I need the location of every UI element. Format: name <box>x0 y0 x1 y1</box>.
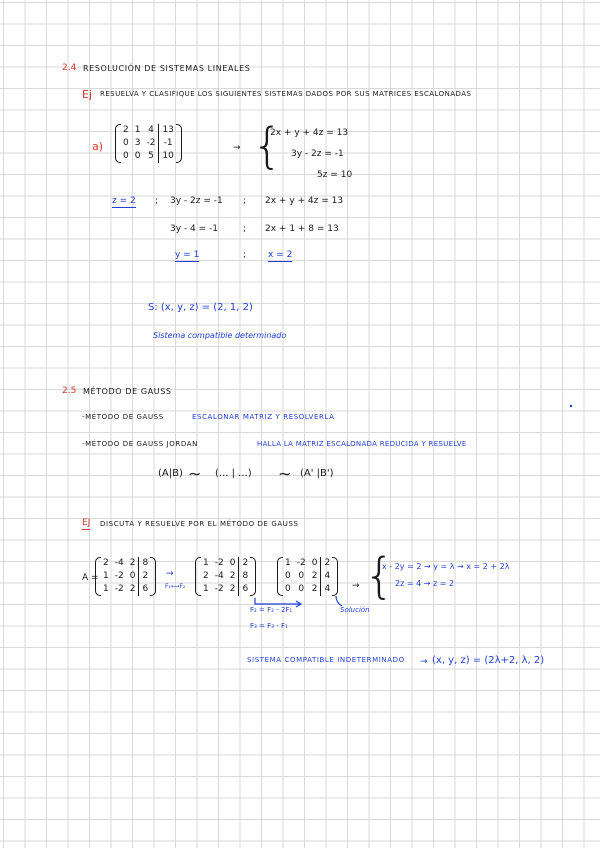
parametric-solution: (x, y, z) = (2λ+2, λ, 2) <box>432 655 545 666</box>
z-result: z = 2 <box>112 196 136 206</box>
exercise-label: Ej <box>82 88 93 101</box>
system-line-1: x - 2y = 2 → y = λ → x = 2 + 2λ <box>382 562 510 571</box>
step-eq-b2: 2x + 1 + 8 = 13 <box>265 224 339 234</box>
scheme-start: (A|B) <box>158 468 183 479</box>
y-result: y = 1 <box>175 250 200 260</box>
row-operation-3: F₃ = F₃ - F₁ <box>250 622 288 630</box>
exercise-statement: RESUELVA Y CLASIFIQUE LOS SIGUIENTES SISTEMAS DADOS POR SUS MATRICES ESCALONADAS <box>100 90 472 98</box>
item-label: a) <box>92 140 104 153</box>
section-number: 2.4 <box>62 63 77 73</box>
classification: Sistema compatible determinado <box>153 331 287 340</box>
solution-word: Solución <box>340 606 370 614</box>
row-operation-swap: F₁⟷F₂ <box>165 583 186 590</box>
arrow-to-result: → <box>420 657 428 667</box>
solution-set: S: (x, y, z) = (2, 1, 2) <box>148 302 253 313</box>
section-title: MÉTODO DE GAUSS <box>83 387 172 396</box>
system-brace: { <box>364 548 395 604</box>
step-eq-b1: 2x + y + 4z = 13 <box>265 196 344 206</box>
separator: ; <box>243 196 247 206</box>
system-line-2: 2z = 4 → z = 2 <box>395 579 455 588</box>
system-brace: { <box>252 118 283 174</box>
matrix-label: A = <box>82 573 99 583</box>
tilde: ∼ <box>278 464 292 483</box>
bullet-jordan-label: -MÉTODO DE GAUSS JORDAN <box>82 440 198 448</box>
separator: ; <box>243 250 247 260</box>
system-eq-2: 3y - 2z = -1 <box>291 149 344 159</box>
system-eq-3: 5z = 10 <box>317 170 353 180</box>
matrix-step-3: 1 -2 0 2 0 0 2 4 0 0 2 4 <box>282 557 333 596</box>
arrow-to-system: → <box>352 581 360 591</box>
arrow-step-1: → <box>166 569 174 579</box>
step-eq-a2: 3y - 4 = -1 <box>170 224 218 234</box>
section-title: RESOLUCIÓN DE SISTEMAS LINEALES <box>83 64 251 73</box>
bullet-jordan-text: HALLA LA MATRIZ ESCALONADA REDUCIDA Y RESUELVE <box>257 440 467 448</box>
bullet-gauss-label: -MÉTODO DE GAUSS <box>82 413 164 421</box>
exercise-statement: DISCUTA Y RESUELVE POR EL MÉTODO DE GAUSS <box>100 520 299 528</box>
matrix-step-2: 1 -2 0 2 2 -4 2 8 1 -2 2 6 <box>200 557 251 596</box>
system-eq-1: 2x + y + 4z = 13 <box>270 128 349 138</box>
separator: ; <box>155 196 159 206</box>
scheme-end: (A' |B') <box>300 468 334 479</box>
classification: SISTEMA COMPATIBLE INDETERMINADO <box>247 656 405 664</box>
row-operation-2: F₂ = F₂ - 2F₁ <box>250 606 293 614</box>
arrow-to-system: → <box>233 143 241 153</box>
separator: ; <box>243 224 247 234</box>
augmented-matrix-a: 2 1 4 13 0 3 -2 -1 0 0 5 10 <box>120 124 177 163</box>
exercise-label: EJ <box>82 518 91 528</box>
scheme-middle: (... | ...) <box>215 468 252 479</box>
step-eq-a1: 3y - 2z = -1 <box>170 196 223 206</box>
x-result: x = 2 <box>268 250 293 260</box>
tilde: ∼ <box>188 464 202 483</box>
bullet-gauss-text: ESCALONAR MATRIZ Y RESOLVERLA <box>192 413 335 421</box>
section-number: 2.5 <box>62 386 77 396</box>
matrix-step-1: 2 -4 2 8 1 -2 0 2 1 -2 2 6 <box>100 557 151 596</box>
